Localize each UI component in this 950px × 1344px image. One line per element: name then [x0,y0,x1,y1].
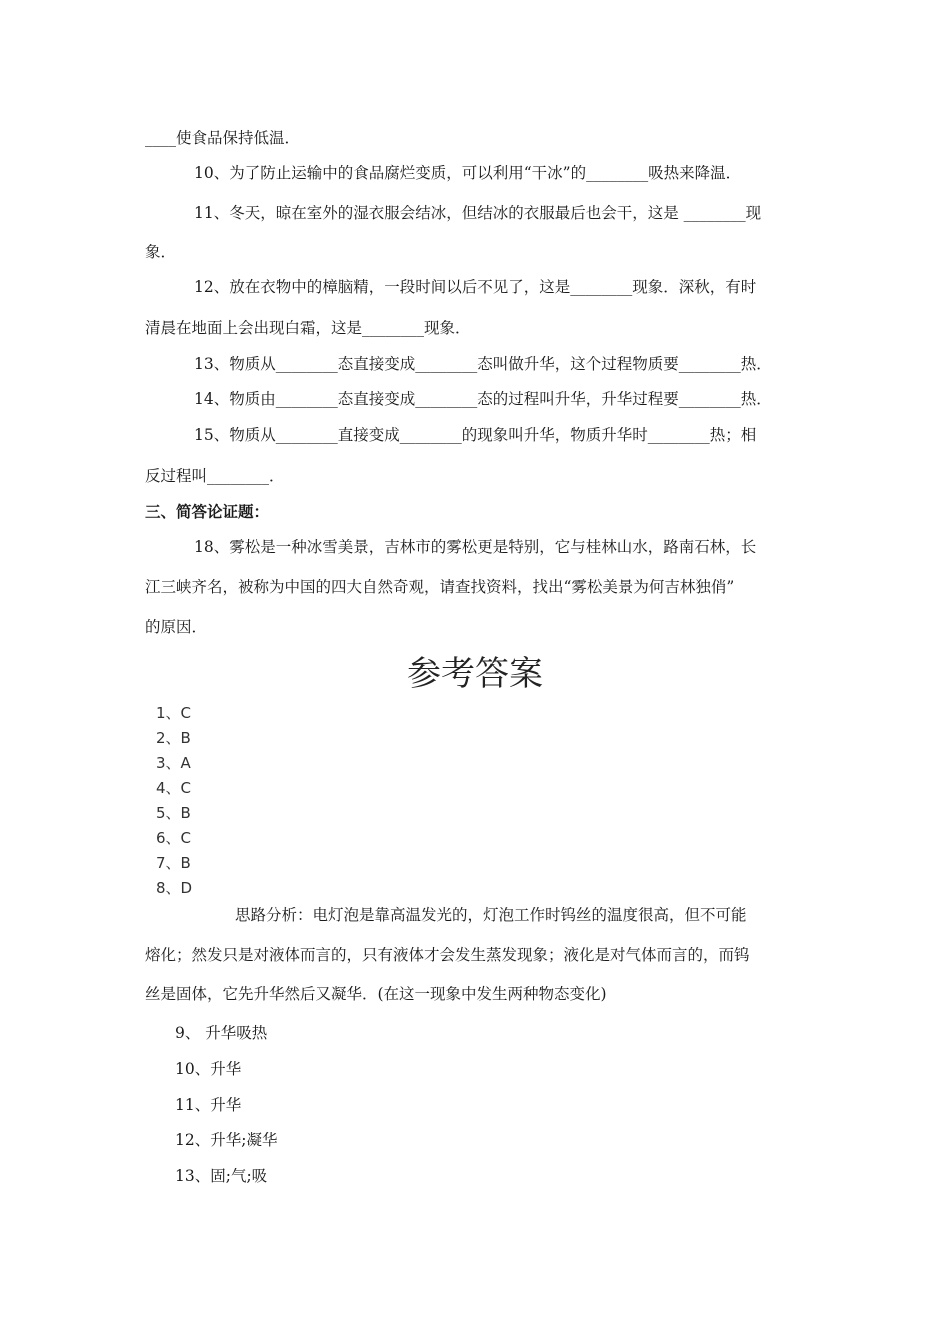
answers-title: 参考答案 [407,654,543,694]
answer-7: 7、B [156,854,191,872]
analysis-line3: 丝是固体，它先升华然后又凝华．(在这一现象中发生两种物态变化) [145,985,607,1003]
answer-1: 1、C [156,704,192,722]
question-15-line2: 反过程叫________． [145,467,285,485]
question-12-line2: 清晨在地面上会出现白霜，这是________现象． [145,319,471,337]
answer-13: 13、固;气;吸 [175,1167,268,1185]
question-18-line1: 18、雾松是一种冰雪美景，吉林市的雾松更是特别，它与桂林山水，路南石林，长 [194,538,757,556]
question-11-line2: 象． [145,243,177,261]
answer-12: 12、升华;凝华 [175,1131,278,1149]
answer-2: 2、B [156,729,191,747]
section-3-heading: 三、简答论证题： [145,503,270,521]
answer-11: 11、升华 [175,1096,242,1114]
analysis-line1: 思路分析：电灯泡是靠高温发光的，灯泡工作时钨丝的温度很高，但不可能 [235,906,747,924]
answer-3: 3、A [156,754,191,772]
question-13: 13、物质从________态直接变成________态叫做升华，这个过程物质要________热． [194,355,772,373]
answer-10: 10、升华 [175,1060,242,1078]
question-18-line3: 的原因． [145,618,208,636]
answer-6: 6、C [156,829,192,847]
question-10: 10、为了防止运输中的食品腐烂变质，可以利用“干冰”的________吸热来降温． [194,164,742,182]
question-14: 14、物质由________态直接变成________态的过程叫升华，升华过程要________热． [194,390,772,408]
answer-4: 4、C [156,779,192,797]
question-15-line1: 15、物质从________直接变成________的现象叫升华，物质升华时________热；相 [194,426,757,444]
question-18-line2: 江三峡齐名，被称为中国的四大自然奇观，请查找资料，找出“雾松美景为何吉林独俏” [145,578,735,596]
question-12-line1: 12、放在衣物中的樟脑精，一段时间以后不见了，这是________现象．深秋，有时 [194,278,757,296]
analysis-line2: 熔化；然发只是对液体而言的，只有液体才会发生蒸发现象；液化是对气体而言的，而钨 [145,946,750,964]
question-11-line1: 11、冬天，晾在室外的湿衣服会结冰，但结冰的衣服最后也会干，这是 ________现 [194,204,762,222]
q9-tail: ____使食品保持低温． [145,129,301,147]
answer-5: 5、B [156,804,191,822]
answer-8: 8、D [156,879,193,897]
answer-9: 9、 升华吸热 [175,1024,268,1042]
